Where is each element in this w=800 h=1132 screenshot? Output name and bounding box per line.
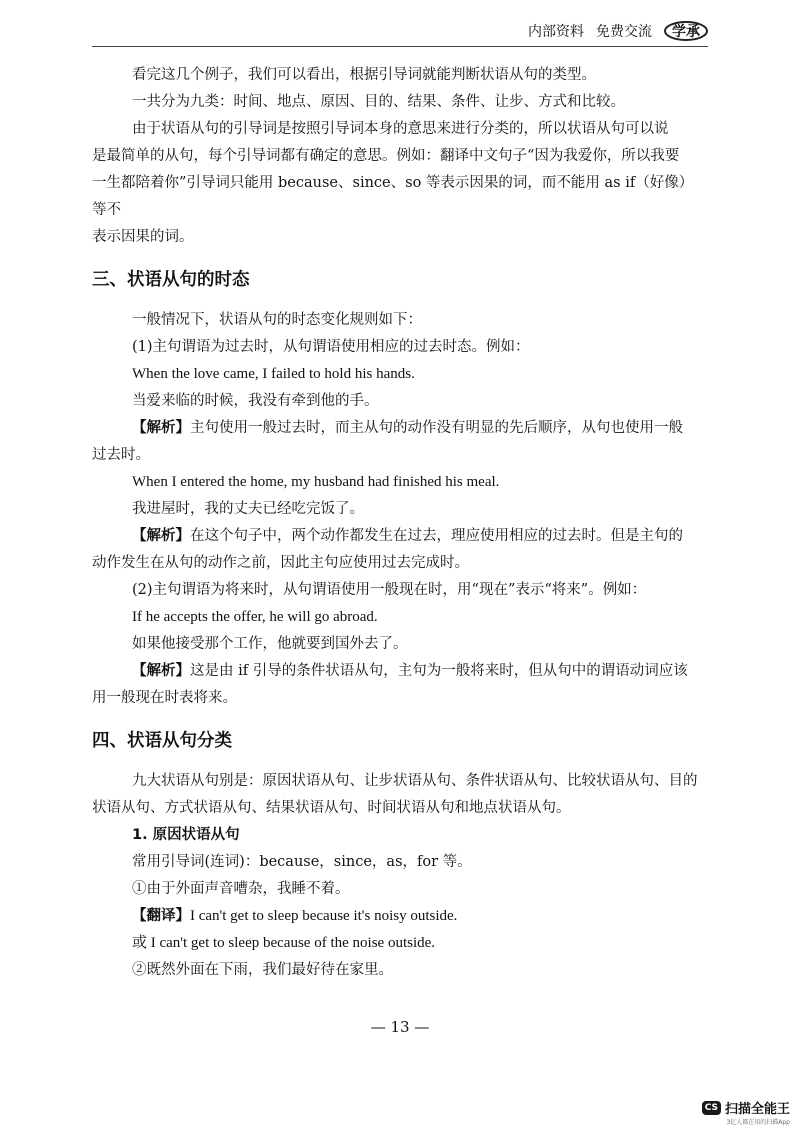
text-line: 状语从句、方式状语从句、结果状语从句、时间状语从句和地点状语从句。 — [92, 800, 571, 816]
analysis-text: 这是由 if 引导的条件状语从句，主句为一般将来时，但从句中的谓语动词应该 — [190, 663, 688, 679]
analysis-line — [132, 523, 707, 550]
text-line: 一生都陪着你”引导词只能用 because、since、so 等表示因果的词，而不能用 as if（好像）等不 — [92, 175, 694, 218]
text-line: 一般情况下，状语从句的时态变化规则如下： — [132, 312, 422, 328]
example-chinese: 如果他接受那个工作，他就要到国外去了。 — [132, 636, 408, 652]
example-english: When the love came, I failed to hold his hands. — [132, 366, 415, 382]
text-line: 常用引导词(连词)：because，since，as，for 等。 — [132, 854, 472, 870]
section-heading-classification: 四、状语从句分类 — [92, 731, 232, 751]
example-chinese: ①由于外面声音嘈杂，我睡不着。 — [132, 881, 350, 897]
translation-tag: 【翻译】 — [132, 908, 190, 924]
camscanner-icon: CS — [702, 1101, 721, 1115]
text-line: 用一般现在时表将来。 — [92, 690, 237, 706]
example-chinese: 我进屋时，我的丈夫已经吃完饭了。 — [132, 501, 364, 517]
page-header — [528, 20, 708, 42]
example-chinese: ②既然外面在下雨，我们最好待在家里。 — [132, 962, 393, 978]
section-heading-tense: 三、状语从句的时态 — [92, 270, 250, 290]
text-line: 九大状语从句别是：原因状语从句、让步状语从句、条件状语从句、比较状语从句、目的 — [132, 773, 698, 789]
header-label-internal: 内部资料 — [528, 24, 584, 40]
example-chinese: 当爱来临的时候，我没有牵到他的手。 — [132, 393, 379, 409]
header-label-free: 免费交流 — [596, 24, 652, 40]
analysis-line — [132, 658, 707, 685]
analysis-tag: 【解析】 — [132, 528, 190, 544]
analysis-tag: 【解析】 — [132, 663, 190, 679]
scanner-brand — [702, 1098, 790, 1117]
analysis-text: 主句使用一般过去时，而主从句的动作没有明显的先后顺序，从句也使用一般 — [190, 420, 683, 436]
page-number: — 13 — — [370, 1018, 430, 1036]
text-line: 看完这几个例子，我们可以看出，根据引导词就能判断状语从句的类型。 — [132, 67, 596, 83]
text-line: 过去时。 — [92, 447, 150, 463]
scanner-watermark — [702, 1098, 790, 1126]
scanner-tagline: 3亿人都在用的扫描App — [726, 1119, 790, 1126]
text-line: 是最简单的从句，每个引导词都有确定的意思。例如：翻译中文句子“因为我爱你，所以我要 — [92, 148, 680, 164]
page-body — [92, 62, 707, 984]
text-line: (1)主句谓语为过去时，从句谓语使用相应的过去时态。例如： — [132, 339, 530, 355]
logo-text: 学承 — [672, 24, 700, 40]
translation-line — [132, 903, 707, 930]
example-english: If he accepts the offer, he will go abroad. — [132, 609, 378, 625]
analysis-line — [132, 415, 707, 442]
subheading-cause: 1. 原因状语从句 — [132, 827, 240, 843]
publisher-logo — [664, 20, 708, 42]
text-line: 一共分为九类：时间、地点、原因、目的、结果、条件、让步、方式和比较。 — [132, 94, 625, 110]
translation-text: I can't get to sleep because it's noisy outside. — [190, 908, 458, 924]
analysis-tag: 【解析】 — [132, 420, 190, 436]
analysis-text: 在这个句子中，两个动作都发生在过去，理应使用相应的过去时。但是主句的 — [190, 528, 683, 544]
text-line: (2)主句谓语为将来时，从句谓语使用一般现在时，用“现在”表示“将来”。例如： — [132, 582, 647, 598]
scanner-brand-name: 扫描全能王 — [724, 1102, 790, 1117]
header-rule — [92, 46, 708, 47]
example-english: When I entered the home, my husband had finished his meal. — [132, 474, 500, 490]
text-line: 动作发生在从句的动作之前，因此主句应使用过去完成时。 — [92, 555, 469, 571]
text-line: 由于状语从句的引导词是按照引导词本身的意思来进行分类的，所以状语从句可以说 — [132, 121, 669, 137]
text-line: 表示因果的词。 — [92, 229, 194, 245]
example-english: 或 I can't get to sleep because of the noise outside. — [132, 935, 436, 951]
